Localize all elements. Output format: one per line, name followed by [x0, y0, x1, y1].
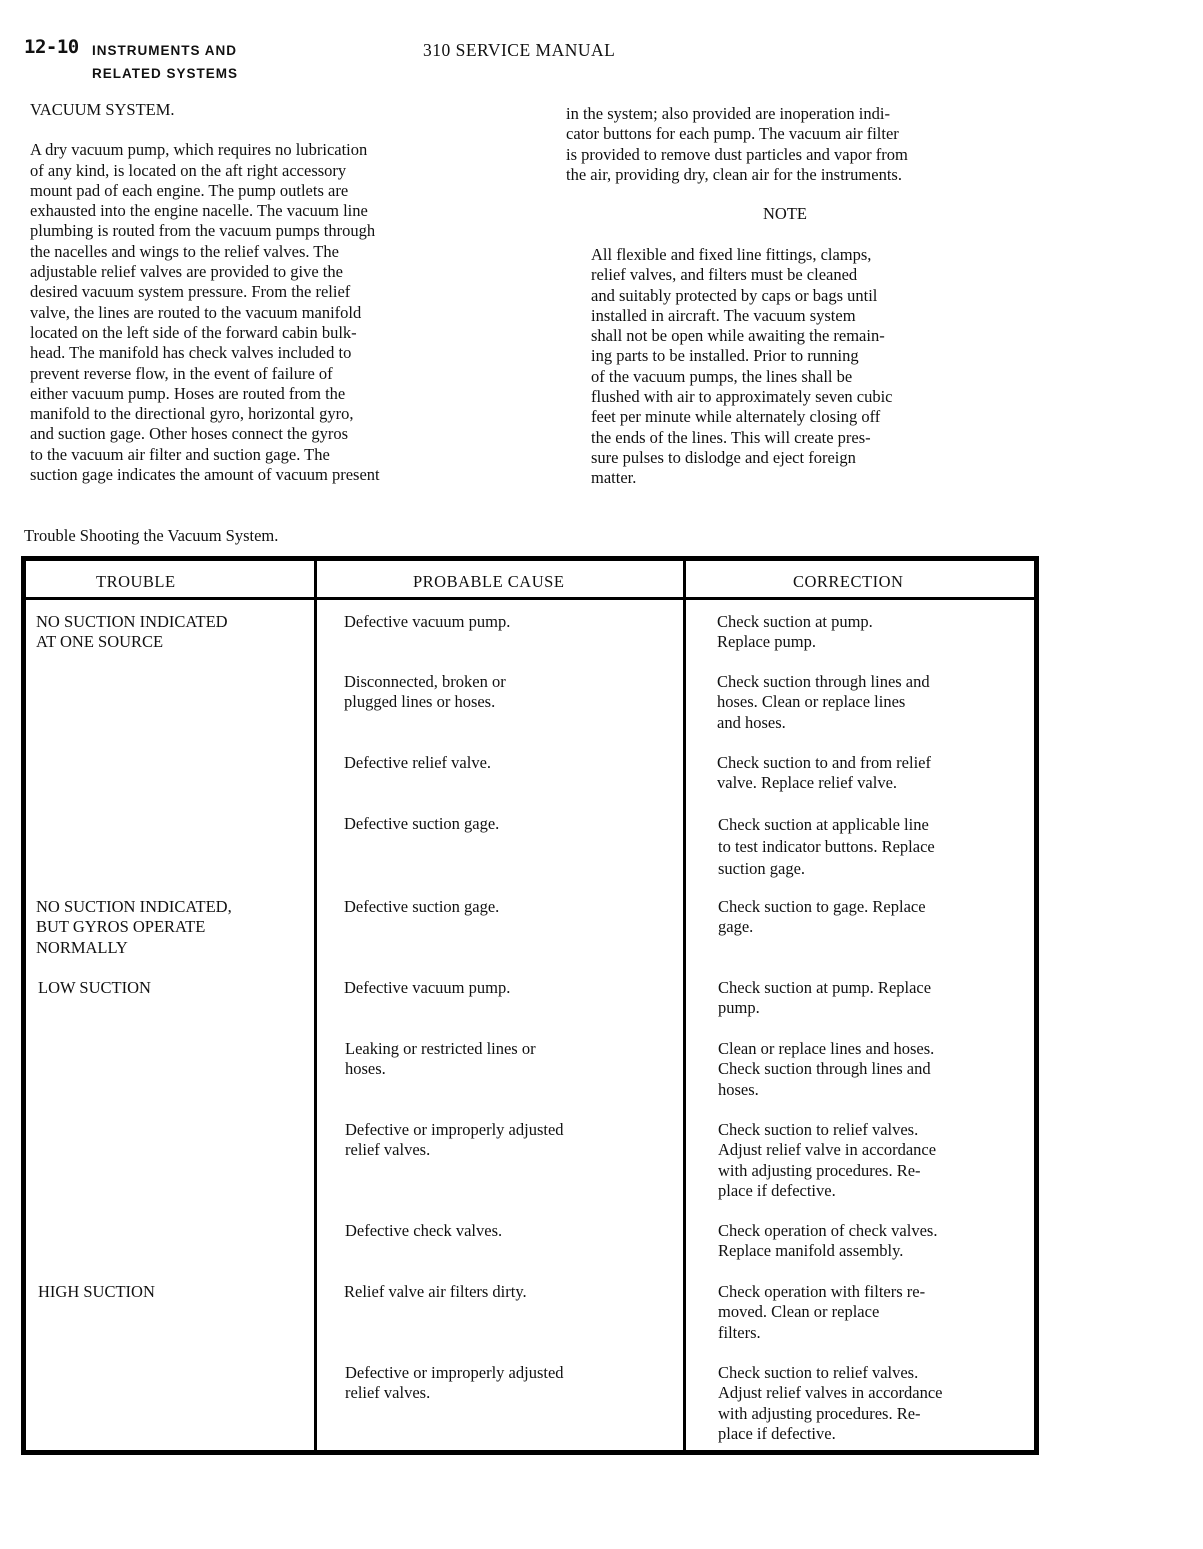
cell-line: moved. Clean or replace	[718, 1302, 880, 1322]
trouble-cell	[36, 897, 232, 958]
note-line: feet per minute while alternately closing off	[591, 407, 881, 427]
note-line: flushed with air to approximately seven cubic	[591, 387, 893, 407]
note-line: the ends of the lines. This will create pres-	[591, 427, 871, 447]
correction-cell	[717, 612, 873, 653]
cell-line: BUT GYROS OPERATE	[36, 917, 206, 937]
cell-line: Disconnected, broken or	[344, 672, 506, 691]
body-line: valve, the lines are routed to the vacuum manifold	[30, 302, 362, 322]
cell-line: gage.	[718, 917, 754, 937]
note-line: installed in aircraft. The vacuum system	[591, 305, 856, 325]
cell-line: Relief valve air filters dirty.	[344, 1282, 527, 1301]
body-line: to the vacuum air filter and suction gage. The	[30, 444, 330, 464]
page-number: 12-10	[24, 36, 79, 58]
cell-line: Check suction to gage. Replace	[718, 897, 926, 916]
cell-line: Defective suction gage.	[344, 897, 500, 916]
correction-cell	[718, 1039, 934, 1100]
cell-line: relief valves.	[345, 1140, 431, 1160]
cause-cell	[344, 753, 491, 773]
cell-line: hoses. Clean or replace lines	[717, 692, 906, 712]
body-line: adjustable relief valves are provided to give the	[30, 262, 343, 282]
body-line: is provided to remove dust particles and vapor from	[566, 144, 908, 164]
right-column	[566, 104, 908, 185]
header-divider	[26, 597, 1034, 600]
cause-cell	[345, 1120, 564, 1161]
trouble-cell	[38, 1282, 155, 1302]
cell-line: Adjust relief valve in accordance	[718, 1140, 937, 1160]
cell-line: hoses.	[718, 1079, 759, 1099]
correction-cell	[718, 1221, 937, 1262]
note-line: and suitably protected by caps or bags until	[591, 285, 878, 305]
note-line: shall not be open while awaiting the remain-	[591, 326, 885, 346]
cell-line: Defective relief valve.	[344, 753, 492, 772]
cell-line: Check suction to relief valves.	[718, 1363, 919, 1382]
cell-line: Replace pump.	[717, 632, 816, 652]
cell-line: AT ONE SOURCE	[36, 632, 164, 652]
cell-line: Check operation of check valves.	[718, 1221, 938, 1240]
left-column	[30, 100, 380, 485]
cause-cell	[344, 672, 506, 713]
cell-line: Adjust relief valves in accordance	[718, 1383, 943, 1403]
cell-line: filters.	[718, 1322, 761, 1342]
body-line: in the system; also provided are inoperation indi-	[566, 104, 890, 123]
body-line: plumbing is routed from the vacuum pumps through	[30, 221, 376, 241]
manual-title: 310 SERVICE MANUAL	[423, 40, 616, 60]
body-line: prevent reverse flow, in the event of failure of	[30, 363, 333, 383]
correction-cell	[718, 1363, 942, 1444]
cell-line: Clean or replace lines and hoses.	[718, 1039, 935, 1058]
cell-line: suction gage.	[718, 859, 806, 878]
cause-cell	[344, 1282, 527, 1302]
column-header-correction: CORRECTION	[793, 572, 904, 591]
cell-line: Check operation with filters re-	[718, 1282, 926, 1301]
cell-line: Defective suction gage.	[344, 814, 500, 833]
cell-line: Defective vacuum pump.	[344, 612, 511, 631]
body-line: of any kind, is located on the aft right accessory	[30, 160, 347, 180]
cell-line: to test indicator buttons. Replace	[718, 837, 935, 856]
section-title	[92, 39, 238, 85]
cell-line: Check suction at pump. Replace	[718, 978, 932, 997]
note-line: relief valves, and filters must be cleaned	[591, 265, 858, 285]
cell-line: Check suction through lines and	[717, 672, 930, 691]
cause-cell	[345, 1221, 502, 1241]
cell-line: pump.	[718, 998, 760, 1018]
cell-line: Check suction to and from relief	[717, 753, 931, 772]
section-title-line: INSTRUMENTS AND	[92, 43, 237, 58]
cell-line: LOW SUCTION	[38, 978, 151, 997]
correction-cell	[718, 1120, 936, 1201]
cause-cell	[345, 1039, 536, 1080]
body-line: the nacelles and wings to the relief valves. The	[30, 241, 339, 261]
cell-line: NO SUCTION INDICATED	[36, 612, 228, 631]
note-line: All flexible and fixed line fittings, clamps,	[591, 245, 872, 264]
note-heading: NOTE	[763, 204, 807, 223]
correction-cell	[718, 897, 926, 938]
cell-line: hoses.	[345, 1059, 386, 1079]
cause-cell	[344, 612, 510, 632]
column-divider	[314, 561, 317, 1450]
note-line: ing parts to be installed. Prior to running	[591, 346, 859, 366]
body-line: either vacuum pump. Hoses are routed from the	[30, 383, 346, 403]
correction-cell	[717, 753, 931, 794]
note-body	[591, 245, 893, 489]
body-line: suction gage indicates the amount of vacuum present	[30, 465, 380, 485]
cause-cell	[344, 814, 499, 834]
cell-line: valve. Replace relief valve.	[717, 773, 898, 793]
cell-line: Check suction through lines and	[718, 1059, 931, 1079]
cell-line: Defective check valves.	[345, 1221, 503, 1240]
body-line: located on the left side of the forward cabin bulk-	[30, 322, 357, 342]
cell-line: Check suction to relief valves.	[718, 1120, 919, 1139]
body-line: exhausted into the engine nacelle. The vacuum line	[30, 201, 368, 221]
body-line: the air, providing dry, clean air for the instruments.	[566, 164, 902, 184]
cell-line: Defective vacuum pump.	[344, 978, 511, 997]
body-line: mount pad of each engine. The pump outlets are	[30, 180, 349, 200]
body-line: manifold to the directional gyro, horizontal gyro,	[30, 404, 354, 424]
cell-line: plugged lines or hoses.	[344, 692, 496, 712]
cause-cell	[344, 978, 510, 998]
body-line: cator buttons for each pump. The vacuum air filter	[566, 124, 899, 144]
body-line: and suction gage. Other hoses connect the gyros	[30, 424, 348, 444]
note-line: matter.	[591, 468, 637, 488]
cell-line: with adjusting procedures. Re-	[718, 1160, 921, 1180]
note-line: of the vacuum pumps, the lines shall be	[591, 366, 853, 386]
cell-line: Replace manifold assembly.	[718, 1241, 904, 1261]
section-title-line: RELATED SYSTEMS	[92, 66, 239, 81]
body-line: desired vacuum system pressure. From the relief	[30, 282, 351, 302]
cell-line: Defective or improperly adjusted	[345, 1363, 564, 1382]
cell-line: and hoses.	[717, 712, 786, 732]
correction-cell	[718, 1282, 925, 1343]
column-divider	[683, 561, 686, 1450]
cell-line: place if defective.	[718, 1180, 836, 1200]
cause-cell	[345, 1363, 564, 1404]
cell-line: NORMALLY	[36, 937, 128, 957]
cell-line: Check suction at pump.	[717, 612, 873, 631]
cell-line: place if defective.	[718, 1423, 836, 1443]
column-header-cause: PROBABLE CAUSE	[413, 572, 565, 591]
body-line: head. The manifold has check valves included to	[30, 343, 352, 363]
correction-cell	[717, 672, 930, 733]
correction-cell	[718, 814, 935, 880]
trouble-cell	[38, 978, 151, 998]
cell-line: NO SUCTION INDICATED,	[36, 897, 232, 916]
trouble-cell	[36, 612, 228, 653]
cell-line: Check suction at applicable line	[718, 815, 929, 834]
column-header-trouble: TROUBLE	[96, 572, 176, 591]
cell-line: with adjusting procedures. Re-	[718, 1403, 921, 1423]
cell-line: Leaking or restricted lines or	[345, 1039, 536, 1058]
cause-cell	[344, 897, 499, 917]
troubleshooting-table	[21, 556, 1039, 1455]
cell-line: relief valves.	[345, 1383, 431, 1403]
cell-line: HIGH SUCTION	[38, 1282, 155, 1301]
cell-line: Defective or improperly adjusted	[345, 1120, 564, 1139]
correction-cell	[718, 978, 931, 1019]
note-line: sure pulses to dislodge and eject foreign	[591, 447, 856, 467]
section-heading: VACUUM SYSTEM.	[30, 100, 175, 119]
table-caption: Trouble Shooting the Vacuum System.	[24, 526, 279, 545]
body-line: A dry vacuum pump, which requires no lubrication	[30, 140, 368, 160]
